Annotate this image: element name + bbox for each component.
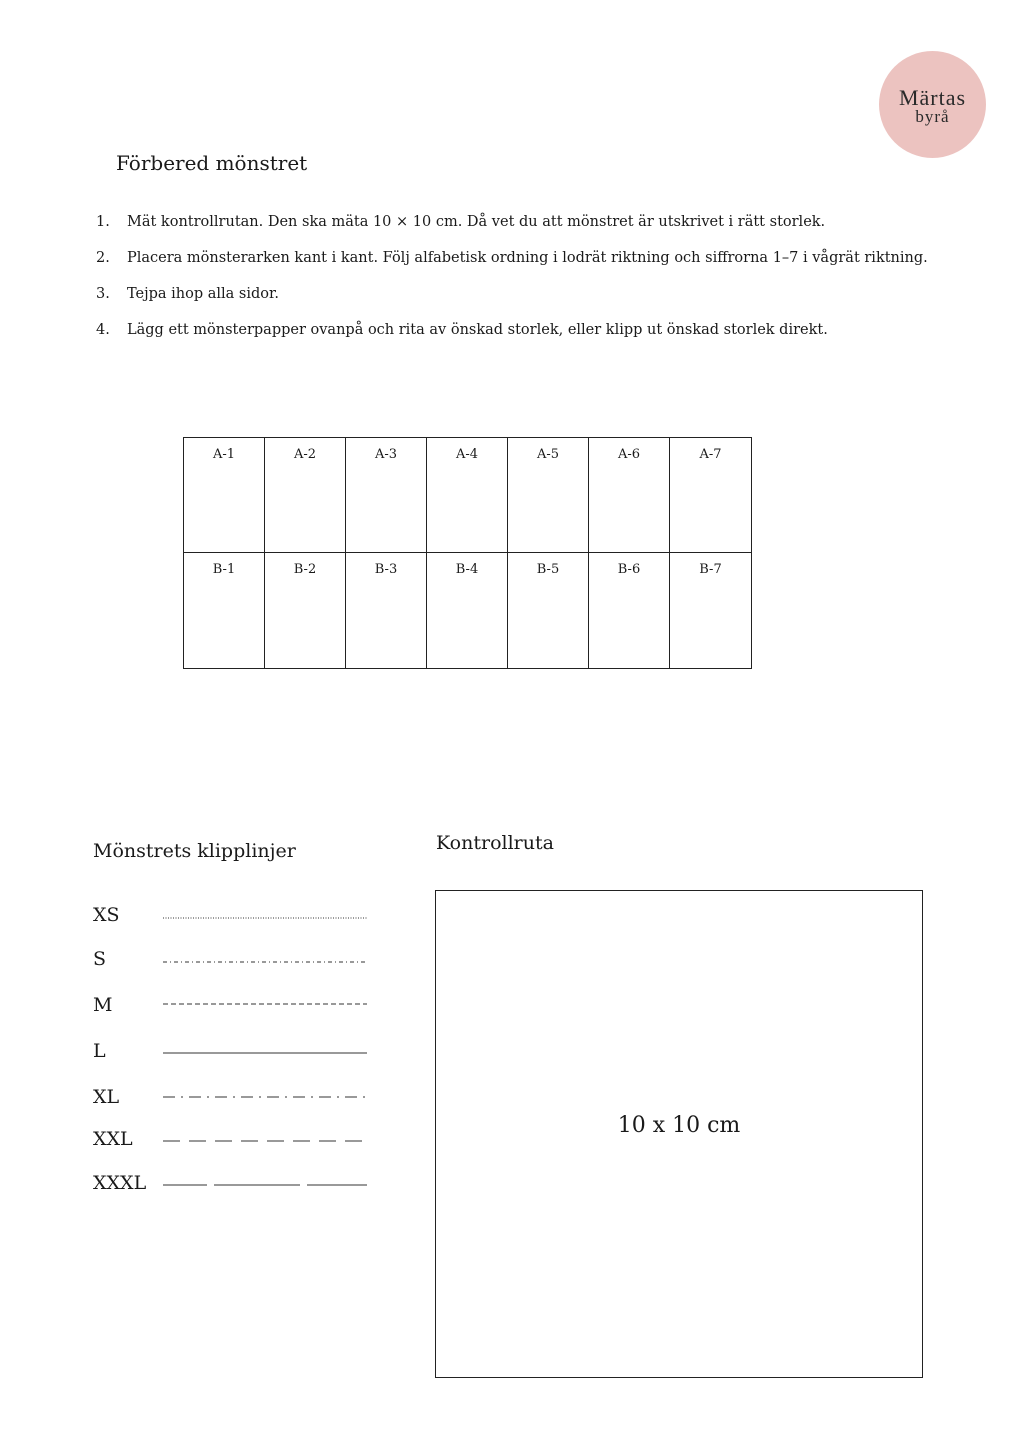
- size-label: XXXL: [93, 1172, 147, 1194]
- size-label: XXL: [93, 1128, 133, 1150]
- control-square-label: 10 x 10 cm: [617, 1113, 741, 1138]
- instruction-item: [96, 286, 928, 322]
- cut-line-row-m: [93, 994, 373, 1022]
- cut-line-row-xxl: [93, 1128, 373, 1156]
- instruction-text: Placera mönsterarken kant i kant. Följ alfabetisk ordning i lodrät riktning och siffrorna 1–7 i vågrät riktning.: [127, 250, 928, 266]
- solid-line-sample: [163, 1040, 369, 1068]
- sheet-cell: A-7: [670, 438, 751, 553]
- dash-dot-line-sample: [163, 1086, 369, 1114]
- cut-line-row-s: [93, 948, 373, 976]
- sheet-cell: B-4: [427, 553, 508, 668]
- sheet-cell: A-3: [346, 438, 427, 553]
- logo-text-line1: Märtas: [898, 85, 967, 110]
- cut-lines-title: Mönstrets klipplinjer: [93, 840, 296, 862]
- page-title: Förbered mönstret: [116, 151, 308, 175]
- size-label: XS: [93, 904, 120, 926]
- dashed-fine-line-sample: [163, 994, 369, 1022]
- sheet-cell: A-1: [184, 438, 265, 553]
- instruction-item: [96, 214, 928, 250]
- cut-line-row-xxxl: [93, 1172, 373, 1200]
- long-dash-line-sample: [163, 1128, 369, 1156]
- instruction-text: Tejpa ihop alla sidor.: [127, 286, 279, 302]
- sheet-cell: A-4: [427, 438, 508, 553]
- sheet-cell: B-7: [699, 562, 722, 577]
- dash-dot-fine-line-sample: [163, 948, 369, 976]
- instruction-number: 4.: [96, 322, 110, 338]
- sheet-cell: B-1: [184, 553, 265, 668]
- sheet-layout-grid: [183, 437, 752, 669]
- instruction-text: Mät kontrollrutan. Den ska mäta 10 × 10 cm. Då vet du att mönstret är utskrivet i rätt storlek.: [127, 214, 826, 230]
- instruction-item: [96, 322, 928, 358]
- sheet-cell: B-3: [346, 553, 427, 668]
- instruction-text: Lägg ett mönsterpapper ovanpå och rita av önskad storlek, eller klipp ut önskad storlek direkt.: [127, 322, 828, 338]
- cut-line-row-xs: [93, 904, 373, 932]
- sheet-cell: A-5: [508, 438, 589, 553]
- instruction-item: [96, 250, 928, 286]
- sheet-cell: B-5: [508, 553, 589, 668]
- instruction-number: 1.: [96, 214, 110, 230]
- logo-text-line2: byrå: [915, 107, 950, 126]
- instruction-number: 3.: [96, 286, 110, 302]
- sheet-cell: B-2: [265, 553, 346, 668]
- cut-line-row-xl: [93, 1086, 373, 1114]
- sheet-cell: A-2: [265, 438, 346, 553]
- long-segment-line-sample: [163, 1172, 369, 1200]
- size-label: M: [93, 994, 113, 1016]
- instruction-list: [96, 214, 928, 358]
- brand-logo: [879, 51, 986, 158]
- instruction-number: 2.: [96, 250, 110, 266]
- sheet-cell: B-6: [589, 553, 670, 668]
- size-label: L: [93, 1040, 106, 1062]
- control-square-title: Kontrollruta: [436, 832, 554, 854]
- size-label: XL: [93, 1086, 120, 1108]
- sheet-cell: A-6: [589, 438, 670, 553]
- cut-line-row-l: [93, 1040, 373, 1068]
- control-square: [435, 890, 923, 1378]
- dotted-line-sample: [163, 904, 369, 932]
- size-label: S: [93, 948, 107, 970]
